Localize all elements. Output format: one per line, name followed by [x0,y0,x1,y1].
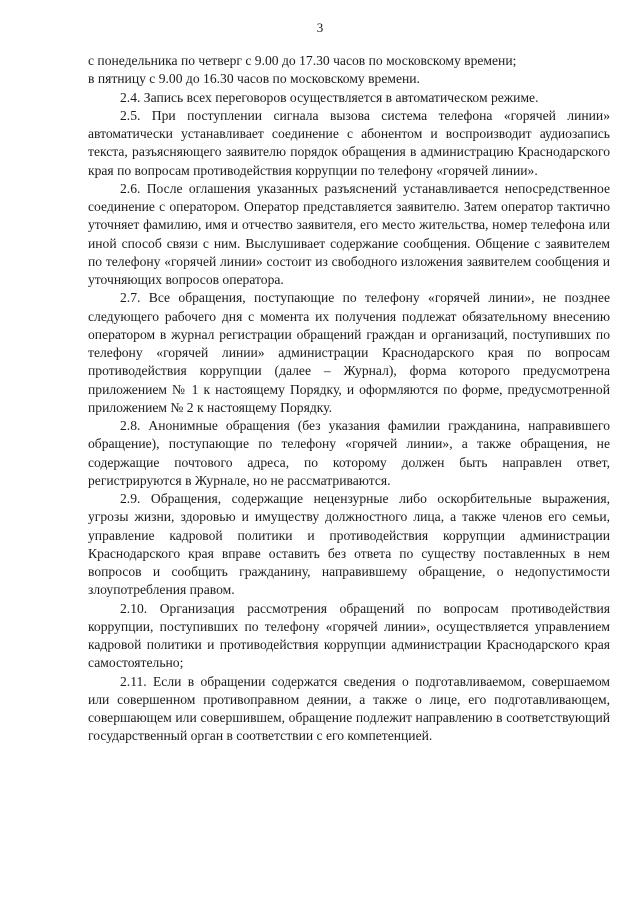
document-body [88,52,610,746]
paragraph-2-6: 2.6. После оглашения указанных разъяснений устанавливается непосредственное соединение с оператором. Оператор представляется заявителю. Затем оператор тактично уточняет фамилию, имя и отчество заявителя, его место жительства, номер телефона или иной способ связи с ним. Выслушивает содержание сообщения. Общение с заявителем по телефону «горячей линии» состоит из свободного изложения заявителем сообщения и уточняющих вопросов оператора. [88,180,610,287]
page-number: 3 [316,20,324,35]
paragraph-2-9: 2.9. Обращения, содержащие нецензурные либо оскорбительные выражения, угрозы жизни, здоровью и имуществу должностного лица, а также членов его семьи, управление кадровой политики и противодействия коррупции администрации Краснодарского края вправе оставить без ответа по существу поставленных в нем вопросов и сообщить гражданину, направившему обращение, о недопустимости злоупотребления правом. [88,491,610,598]
paragraph-2-5: 2.5. При поступлении сигнала вызова система телефона «горячей линии» автоматически устанавливает соединение с абонентом и воспроизводит аудиозапись текста, разъясняющего заявителю порядок обращения в администрацию Краснодарского края по вопросам противодействия коррупции по телефону «горячей линии». [88,107,610,178]
paragraph-2-10: 2.10. Организация рассмотрения обращений по вопросам противодействия коррупции, поступивших по телефону «горячей линии», осуществляется управлением кадровой политики и противодействия коррупции администрации Краснодарского края самостоятельно; [88,600,610,671]
schedule-line-friday: в пятницу с 9.00 до 16.30 часов по московскому времени. [88,71,420,87]
paragraph-2-8: 2.8. Анонимные обращения (без указания фамилии гражданина, направившего обращение), поступающие по телефону «горячей линии», а также обращения, не содержащие почтового адреса, по которому должен быть направлен ответ, регистрируются в Журнале, но не рассматриваются. [88,418,610,488]
paragraph-2-4: 2.4. Запись всех переговоров осуществляется в автоматическом режиме. [120,89,539,105]
schedule-line-weekdays: с понедельника по четверг с 9.00 до 17.30 часов по московскому времени; [88,53,517,68]
paragraph-2-11: 2.11. Если в обращении содержатся сведения о подготавливаемом, совершаемом или совершенном противоправном деянии, а также о лице, его подготавливающем, совершающем или совершившем, обращение подлежит направлению в соответствующий государственный орган в соответствии с его компетенцией. [88,673,610,744]
paragraph-2-7: 2.7. Все обращения, поступающие по телефону «горячей линии», не позднее следующего рабочего дня с момента их получения подлежат обязательному внесению оператором в журнал регистрации обращений граждан и организаций, поступивших по телефону «горячей линии» администрации Краснодарского края по вопросам противодействия коррупции (далее – Журнал), форма которого предусмотрена приложением № 1 к настоящему Порядку, и оформляются по форме, предусмотренной приложением № 2 к настоящему Порядку. [88,290,610,415]
